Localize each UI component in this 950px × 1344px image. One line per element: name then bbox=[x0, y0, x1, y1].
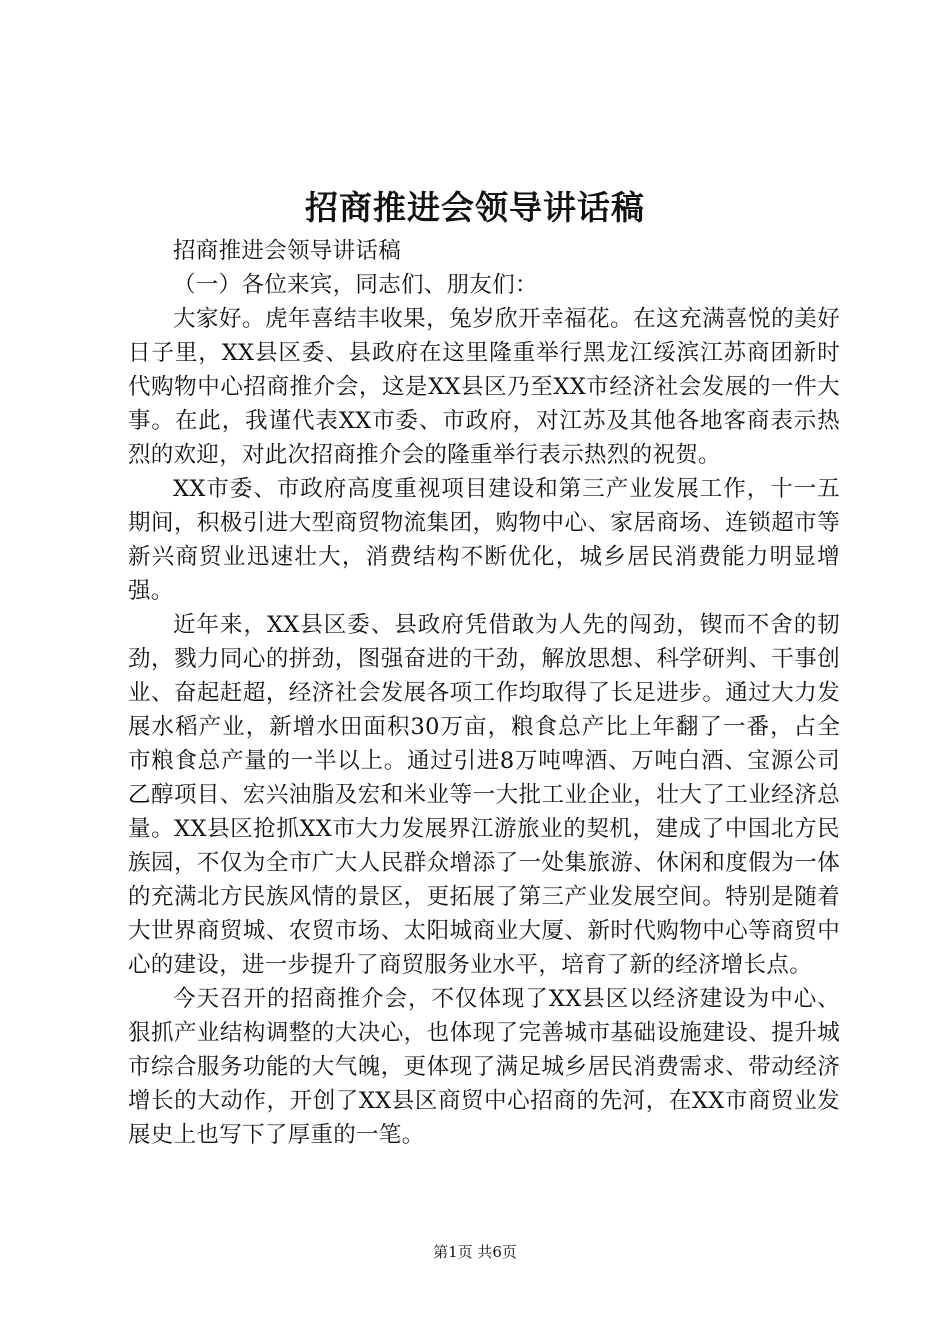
paragraph-county-progress: 近年来，XX县区委、县政府凭借敢为人先的闯劲，锲而不舍的韧劲，戮力同心的拼劲，图强奋进的干劲，解放思想、科学研判、干事创业、奋起赶超，经济社会发展各项工作均取得了长足进步。通过大力发展水稻产业，新增水田面积30万亩，粮食总产比上年翻了一番，占全市粮食总产量的一半以上。通过引进8万吨啤酒、万吨白酒、宝源公司乙醇项目、宏兴油脂及宏和米业等一大批工业企业，壮大了工业经济总量。XX县区抢抓XX市大力发展界江游旅业的契机，建成了中国北方民族园，不仅为全市广大人民群众增添了一处集旅游、休闲和度假为一体的充满北方民族风情的景区，更拓展了第三产业发展空间。特别是随着大世界商贸城、农贸市场、太阳城商业大厦、新时代购物中心等商贸中心的建设，进一步提升了商贸服务业水平，培育了新的经济增长点。 bbox=[128, 612, 840, 978]
document-body bbox=[128, 234, 840, 1152]
paragraph-subtitle: 招商推进会领导讲话稿 bbox=[173, 238, 402, 264]
paragraph-conference-significance: 今天召开的招商推介会，不仅体现了XX县区以经济建设为中心、狠抓产业结构调整的大决心，也体现了完善城市基础设施建设、提升城市综合服务功能的大气魄，更体现了满足城乡居民消费需求、带动经济增长的大动作，开创了XX县区商贸中心招商的先河，在XX市商贸业发展史上也写下了厚重的一笔。 bbox=[128, 986, 840, 1148]
paragraph-salutation: （一）各位来宾，同志们、朋友们： bbox=[173, 272, 538, 298]
paragraph-greeting: 大家好。虎年喜结丰收果，兔岁欣开幸福花。在这充满喜悦的美好日子里，XX县区委、县政府在这里隆重举行黑龙江绥滨江苏商团新时代购物中心招商推介会，这是XX县区乃至XX市经济社会发展的一件大事。在此，我谨代表XX市委、市政府，对江苏及其他各地客商表示热烈的欢迎，对此次招商推介会的隆重举行表示热烈的祝贺。 bbox=[128, 306, 840, 468]
document-title: 招商推进会领导讲话稿 bbox=[305, 188, 645, 227]
page-number-footer: 第1页 共6页 bbox=[433, 1243, 517, 1261]
paragraph-city-development: XX市委、市政府高度重视项目建设和第三产业发展工作，十一五期间，积极引进大型商贸物流集团，购物中心、家居商场、连锁超市等新兴商贸业迅速壮大，消费结构不断优化，城乡居民消费能力明显增强。 bbox=[128, 476, 840, 604]
